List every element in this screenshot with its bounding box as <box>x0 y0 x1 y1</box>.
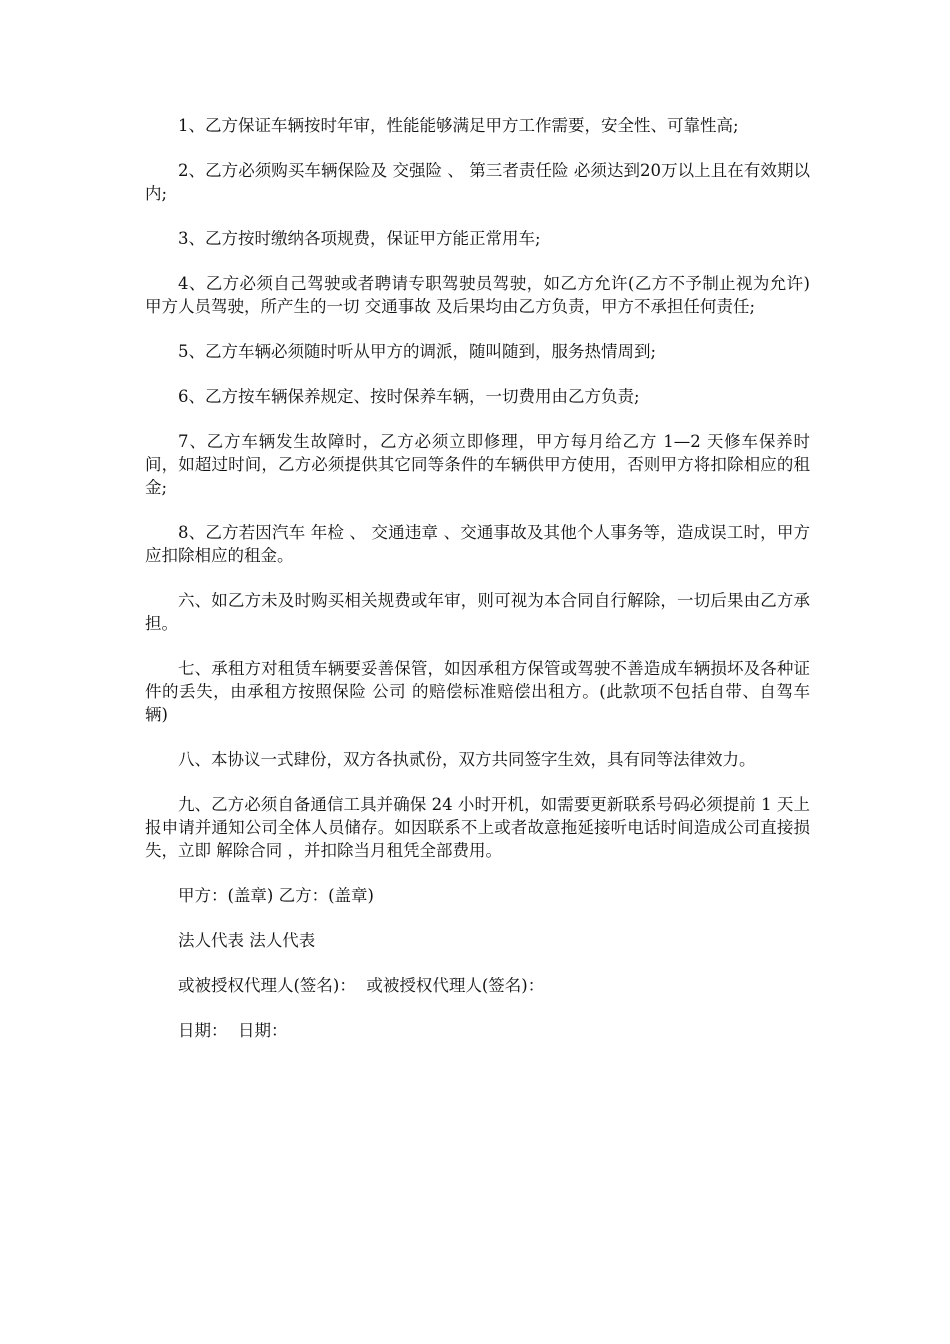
clause-8: 8、乙方若因汽车 年检 、 交通违章 、交通事故及其他个人事务等，造成误工时，甲方应扣除相应的租金。 <box>145 523 810 565</box>
clause-1: 1、乙方保证车辆按时年审，性能能够满足甲方工作需要，安全性、可靠性高; <box>178 116 739 135</box>
clause-4: 4、乙方必须自己驾驶或者聘请专职驾驶员驾驶，如乙方允许(乙方不予制止视为允许)甲方人员驾驶，所产生的一切 交通事故 及后果均由乙方负责，甲方不承担任何责任; <box>145 274 810 316</box>
signature-agent: 或被授权代理人(签名)： 或被授权代理人(签名)： <box>178 976 545 995</box>
signature-parties: 甲方：(盖章) 乙方：(盖章) <box>178 886 374 905</box>
signature-date: 日期： 日期： <box>178 1021 288 1040</box>
clause-2: 2、乙方必须购买车辆保险及 交强险 、 第三者责任险 必须达到20万以上且在有效期以内; <box>145 161 810 203</box>
clause-5: 5、乙方车辆必须随时听从甲方的调派，随叫随到，服务热情周到; <box>178 342 657 361</box>
section-8: 八、本协议一式肆份，双方各执贰份，双方共同签字生效，具有同等法律效力。 <box>178 750 756 769</box>
clause-7: 7、乙方车辆发生故障时，乙方必须立即修理，甲方每月给乙方 1—2 天修车保养时间，如超过时间，乙方必须提供其它同等条件的车辆供甲方使用，否则甲方将扣除相应的租金; <box>145 432 810 497</box>
section-9: 九、乙方必须自备通信工具并确保 24 小时开机，如需要更新联系号码必须提前 1 天上报申请并通知公司全体人员储存。如因联系不上或者故意拖延接听电话时间造成公司直接损失，立即 解除合同 ，并扣除当月租凭全部费用。 <box>145 795 810 860</box>
section-6: 六、如乙方未及时购买相关规费或年审，则可视为本合同自行解除，一切后果由乙方承担。 <box>145 591 810 633</box>
signature-legal-rep: 法人代表 法人代表 <box>178 931 316 950</box>
clause-3: 3、乙方按时缴纳各项规费，保证甲方能正常用车; <box>178 229 541 248</box>
contract-page <box>145 114 810 1064</box>
clause-6: 6、乙方按车辆保养规定、按时保养车辆，一切费用由乙方负责; <box>178 387 640 406</box>
section-7: 七、承租方对租赁车辆要妥善保管，如因承租方保管或驾驶不善造成车辆损坏及各种证件的丢失，由承租方按照保险 公司 的赔偿标准赔偿出租方。(此款项不包括自带、自驾车辆) <box>145 659 810 724</box>
